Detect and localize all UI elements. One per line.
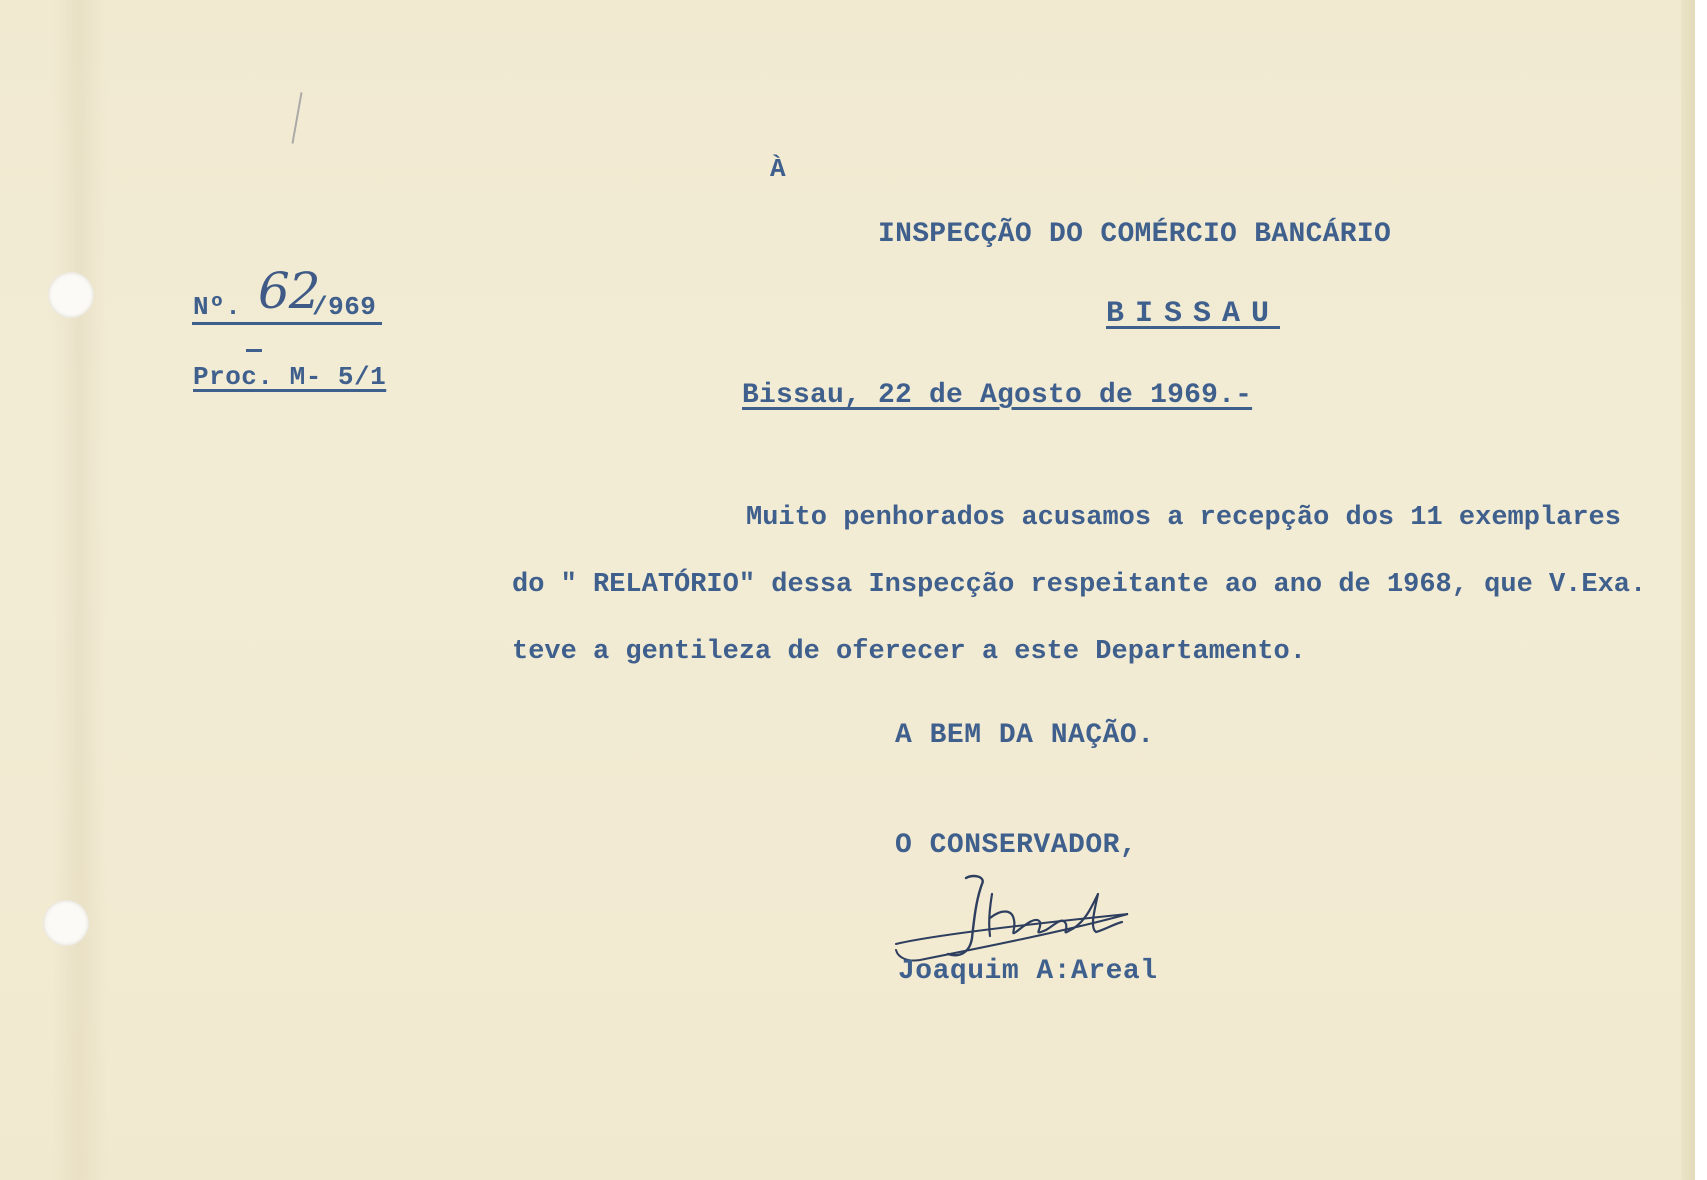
body-line: teve a gentileza de oferecer a este Departamento. bbox=[512, 637, 1306, 667]
reference-number-handwritten: 62 bbox=[258, 262, 320, 320]
reference-number-underline bbox=[192, 322, 382, 325]
reference-number-year: /969 bbox=[312, 292, 377, 322]
handwritten-signature bbox=[890, 866, 1160, 966]
addressee-city: BISSAU bbox=[1106, 297, 1281, 331]
letter-body bbox=[512, 485, 1677, 686]
reference-number-label: Nº. bbox=[193, 292, 242, 322]
closing-salutation: A BEM DA NAÇÃO. bbox=[895, 720, 1155, 751]
punch-hole-bottom bbox=[43, 900, 89, 946]
process-reference: Proc. M- 5/1 bbox=[193, 362, 387, 392]
signer-name: Joaquim A:Areal bbox=[898, 956, 1158, 987]
body-line: do " RELATÓRIO" dessa Inspecção respeitante ao ano de 1968, que V.Exa. bbox=[512, 570, 1647, 600]
addressee-preposition: À bbox=[770, 154, 787, 184]
page-fold-shadow bbox=[52, 0, 107, 1180]
addressee-agency: INSPECÇÃO DO COMÉRCIO BANCÁRIO bbox=[878, 219, 1392, 250]
dash-mark bbox=[246, 349, 262, 352]
pencil-mark bbox=[292, 92, 303, 144]
body-line: Muito penhorados acusamos a recepção dos 11 exemplares bbox=[746, 503, 1621, 533]
page-edge bbox=[1681, 0, 1695, 1180]
signatory-title: O CONSERVADOR, bbox=[895, 830, 1138, 861]
punch-hole-top bbox=[48, 272, 94, 318]
date-line: Bissau, 22 de Agosto de 1969.- bbox=[742, 380, 1253, 411]
